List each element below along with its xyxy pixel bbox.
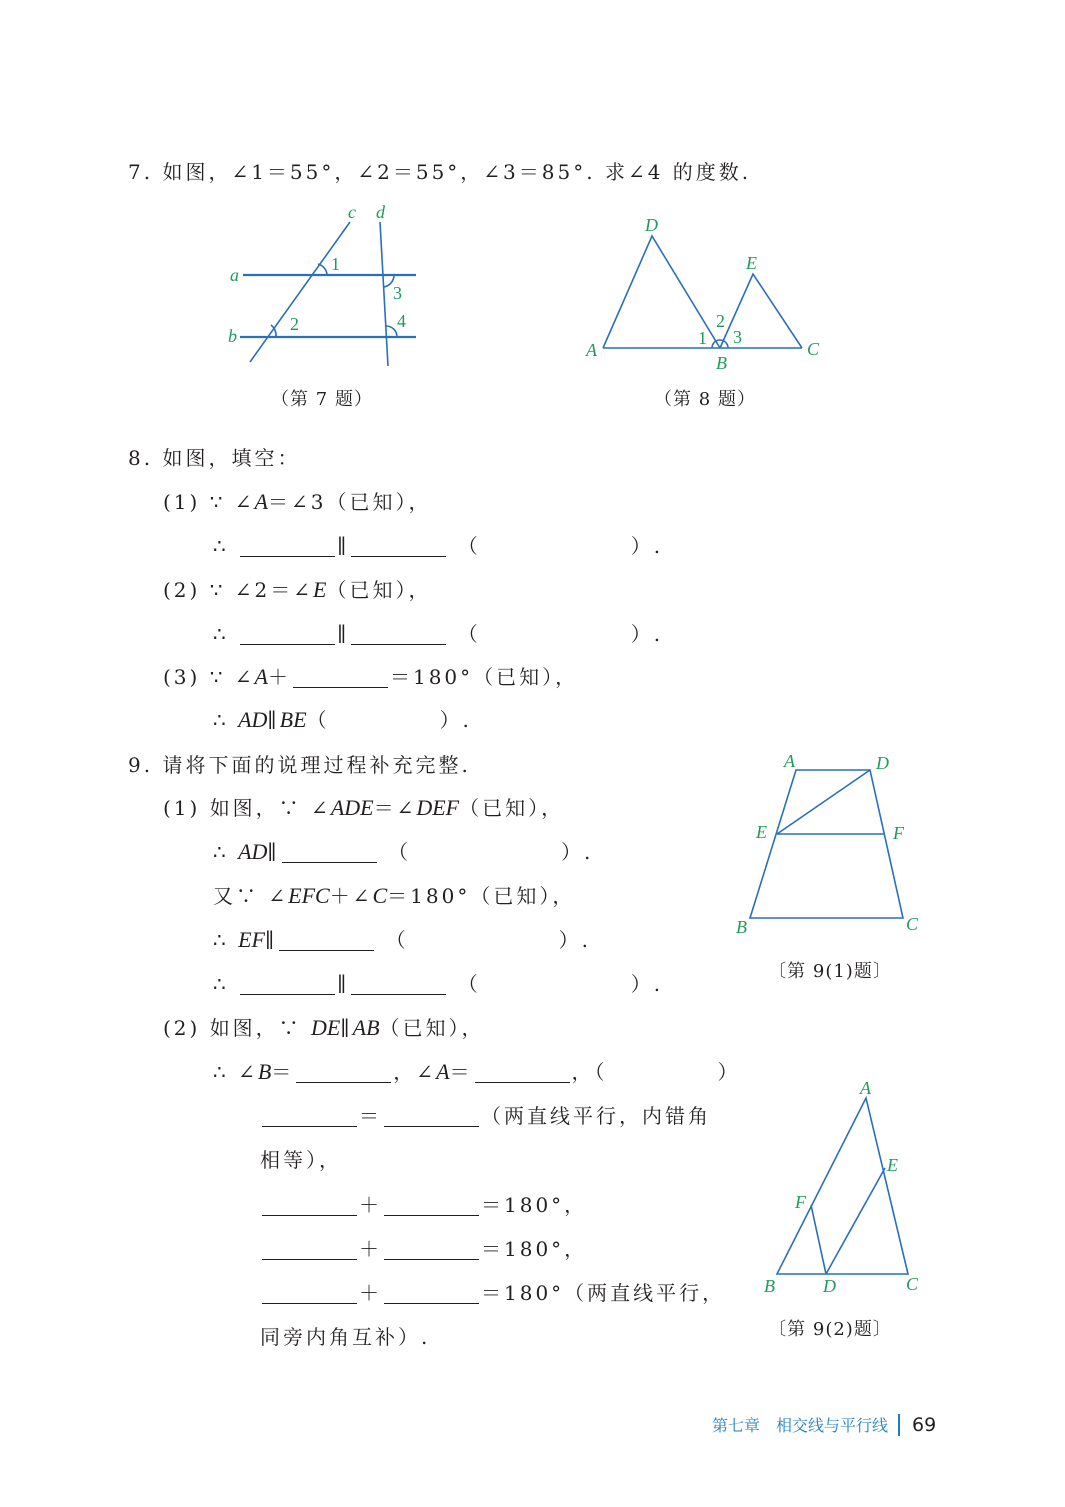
figure-label: 3 <box>733 327 742 347</box>
line-de <box>826 1168 885 1274</box>
footer-divider <box>898 1414 900 1436</box>
text-segment: ＋∠ <box>329 884 373 908</box>
math-symbol: B <box>257 1059 272 1084</box>
text-segment: ∴ <box>213 708 239 732</box>
figure-label: A <box>784 751 795 771</box>
figure-label: B <box>716 353 727 373</box>
text-segment: ＝ <box>449 1060 473 1084</box>
figure-7-caption: （第 7 题） <box>271 389 373 410</box>
math-symbol: DE <box>311 1015 341 1040</box>
text-segment: （已知）， <box>326 578 432 602</box>
figure-label: A <box>586 340 597 360</box>
text-segment: ＝180°（两直线平行， <box>481 1281 726 1305</box>
figure-label: 2 <box>290 314 299 334</box>
math-symbol: EFC <box>288 883 330 908</box>
text-segment: ）. <box>558 928 591 952</box>
page-number: 69 <box>912 1413 937 1436</box>
text-segment: ∴ <box>213 622 239 646</box>
figure-label: E <box>756 822 767 842</box>
text-segment: ）. <box>561 840 594 864</box>
math-symbol: EF <box>238 927 265 952</box>
math-symbol: AD <box>238 707 268 732</box>
figure-label: E <box>746 253 757 273</box>
figure-9-1 <box>750 770 903 918</box>
triangle-abc <box>777 1098 908 1274</box>
text-segment: ∴ <box>213 972 239 996</box>
text-segment: ＋ <box>267 665 291 689</box>
text-segment: ，（ <box>571 1060 608 1084</box>
figure-label: C <box>807 339 820 359</box>
figure-label: D <box>876 753 889 773</box>
text-segment: ＝∠ <box>373 796 417 820</box>
text-segment: （ <box>448 534 481 558</box>
text-segment: 8. 如图，填空： <box>128 446 301 470</box>
text-segment: ＋ <box>359 1237 382 1261</box>
math-symbol: A <box>254 664 268 689</box>
text-segment: ）. <box>630 534 664 558</box>
text-segment: ∥ <box>267 708 280 732</box>
text-segment: （ <box>448 972 481 996</box>
text-segment: ＝180°（已知）， <box>387 884 576 908</box>
text-segment: ∥ <box>337 534 350 558</box>
text-segment: （ <box>376 928 409 952</box>
text-segment: ＝180°（已知）， <box>389 665 579 689</box>
text-segment: (2) 如图，∵ <box>163 1016 312 1040</box>
text-segment: 9. 请将下面的说理过程补充完整. <box>128 753 471 777</box>
text-segment: （两直线平行，内错角 <box>481 1104 711 1128</box>
text-segment: ∴ <box>213 534 239 558</box>
math-symbol: A <box>254 489 268 514</box>
figure-label: 3 <box>393 283 402 303</box>
figure-label: b <box>228 326 237 346</box>
figure-9-1-caption: 〔第 9(1)题〕 <box>768 961 892 982</box>
text-segment: ∥ <box>337 622 350 646</box>
chapter-title: 第七章 相交线与平行线 <box>712 1416 889 1435</box>
text-segment: （已知）， <box>379 1016 485 1040</box>
text-segment: ∥ <box>267 840 280 864</box>
text-segment: （ <box>448 622 481 646</box>
text-segment: ＋ <box>359 1281 382 1305</box>
text-segment: ＝∠3（已知）， <box>267 490 432 514</box>
math-symbol: AB <box>352 1015 380 1040</box>
figure-label: A <box>860 1078 871 1098</box>
math-symbol: DEF <box>416 795 460 820</box>
figure-label: D <box>645 215 658 235</box>
figure-9-2-labels <box>764 1078 919 1296</box>
figure-9-2-caption: 〔第 9(2)题〕 <box>768 1319 892 1340</box>
math-symbol: ADE <box>330 795 374 820</box>
figure-label: c <box>348 202 356 222</box>
figure-9-1-labels <box>736 751 919 937</box>
figure-label: F <box>893 823 904 843</box>
text-segment: (2) ∵ ∠2＝∠ <box>163 578 314 602</box>
text-segment: 相等）， <box>260 1148 342 1172</box>
line-fd <box>811 1205 826 1274</box>
figure-8-labels <box>585 215 820 373</box>
figure-8-caption: （第 8 题） <box>654 389 756 410</box>
text-segment: 又∵ ∠ <box>213 884 289 908</box>
figure-label: 2 <box>716 311 725 331</box>
figure-label: d <box>376 202 385 222</box>
figure-label: 4 <box>397 311 406 331</box>
text-segment: ∥ <box>337 972 350 996</box>
text-segment: ∥ <box>340 1016 353 1040</box>
text-segment: 7. 如图，∠1＝55°，∠2＝55°，∠3＝85°. 求∠4 的度数. <box>128 160 752 184</box>
math-symbol: A <box>436 1059 450 1084</box>
trapezoid-adcb <box>750 770 903 918</box>
text-segment: ＝180°， <box>481 1237 588 1261</box>
text-segment: (1) ∵ ∠ <box>163 490 255 514</box>
text-segment: (1) 如图，∵ ∠ <box>163 796 331 820</box>
text-segment: ∴ <box>213 928 239 952</box>
angle-4-arc <box>386 326 397 337</box>
math-symbol: BE <box>279 707 307 732</box>
figure-9-2 <box>777 1098 908 1274</box>
figure-label: B <box>736 917 747 937</box>
text-segment: ∴ ∠ <box>213 1060 258 1084</box>
figure-label: D <box>823 1276 836 1296</box>
figure-label: B <box>764 1276 775 1296</box>
math-symbol: AD <box>238 839 268 864</box>
line-d <box>380 222 388 366</box>
text-segment: （ <box>378 840 412 864</box>
math-symbol: C <box>372 883 388 908</box>
line-ed <box>777 770 870 834</box>
text-segment: ）. <box>630 622 664 646</box>
text-segment: 同旁内角互补）. <box>260 1325 431 1349</box>
figure-label: F <box>795 1192 806 1212</box>
text-segment: ∴ <box>213 840 239 864</box>
figure-label: a <box>230 265 239 285</box>
figure-label: C <box>906 914 919 934</box>
text-segment: ＝180°， <box>481 1193 588 1217</box>
page-footer <box>712 1413 936 1436</box>
figure-label: C <box>906 1274 919 1294</box>
figure-7 <box>240 222 416 366</box>
text-segment: ）. <box>630 972 664 996</box>
text-segment: ）. <box>439 708 472 732</box>
line-c <box>250 222 350 362</box>
text-segment: (3) ∵ ∠ <box>163 665 255 689</box>
text-segment: ，∠ <box>393 1060 437 1084</box>
text-segment: ∥ <box>264 928 278 952</box>
figure-label: E <box>887 1155 898 1175</box>
math-symbol: E <box>313 577 327 602</box>
figure-label: 1 <box>331 254 340 274</box>
text-segment: ＝ <box>271 1060 295 1084</box>
text-segment: ） <box>717 1060 741 1084</box>
text-segment: ＋ <box>359 1193 382 1217</box>
text-segment: （ <box>306 708 330 732</box>
text-segment: （已知）， <box>459 796 565 820</box>
figure-label: 1 <box>698 328 707 348</box>
text-segment: ＝ <box>359 1104 382 1128</box>
